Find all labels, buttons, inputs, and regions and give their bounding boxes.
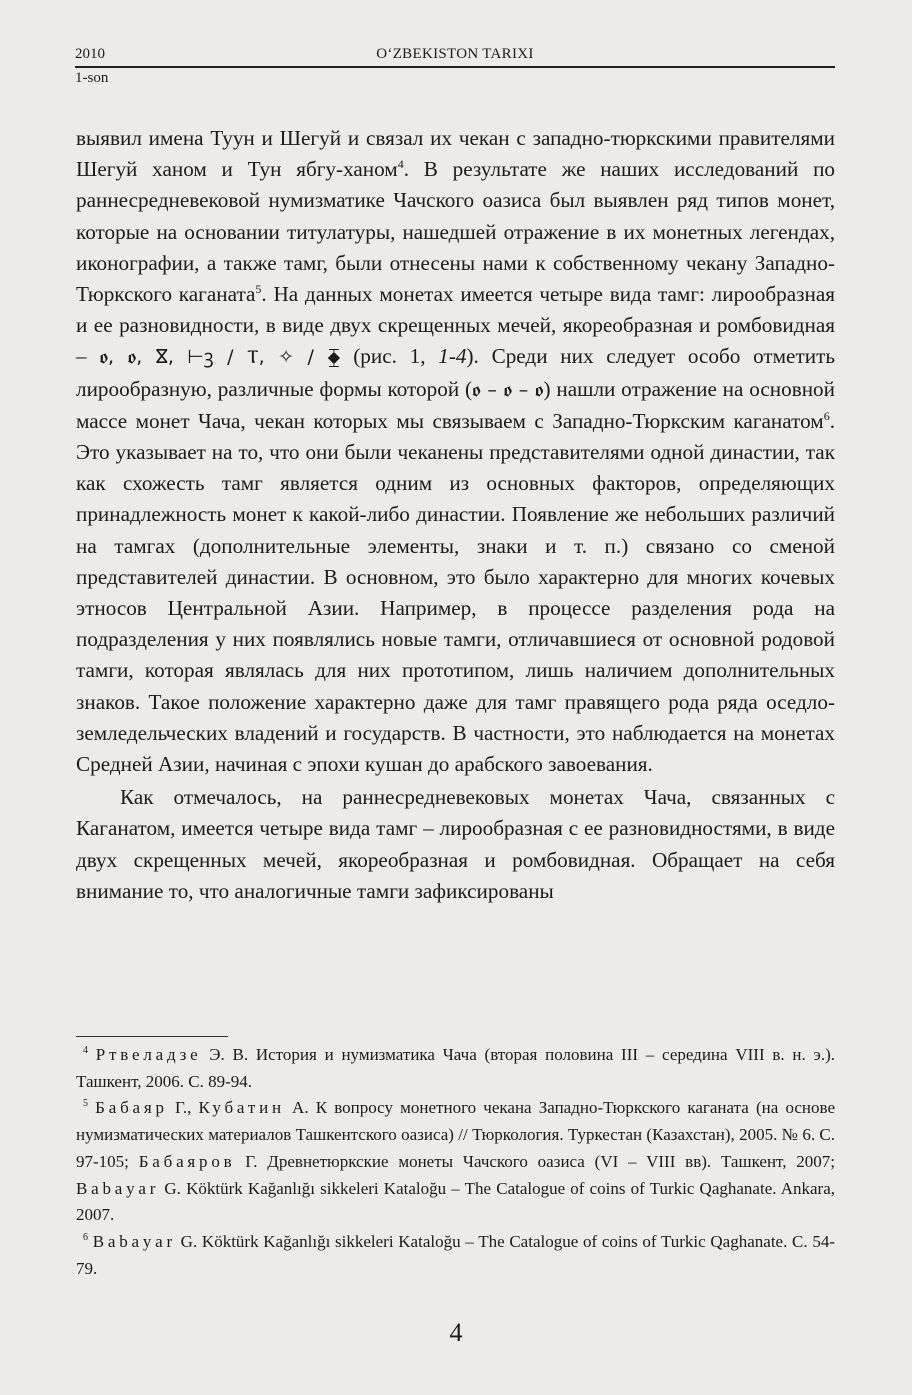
text-run: ) нашли отражение на основной массе монет Чача, чекан которых мы связываем с Западно-Тюркским каганатом bbox=[76, 376, 835, 433]
header-issue: 1-son bbox=[75, 70, 109, 86]
footnote-author: Babayar bbox=[92, 1231, 176, 1251]
footnote-5 bbox=[76, 1095, 835, 1229]
footnotes bbox=[76, 1042, 835, 1282]
paragraph-1 bbox=[76, 123, 835, 780]
footnote-text: А. К вопросу монетного чекана Западно-Тюркского каганата (на основе нумизматических материалов Ташкентского оазиса) // Тюркология. Туркестан (Казахстан), 2005. № 6. С. 97-105; bbox=[76, 1098, 835, 1171]
tamga-signs-icon: ꬽ, ꬽ, ⴵ, ⊢ꝫ / Ⲧ, ✧ / ⧱ bbox=[99, 346, 341, 369]
figure-reference: 1-4 bbox=[438, 344, 467, 369]
footnote-6 bbox=[76, 1229, 835, 1282]
main-text bbox=[76, 123, 835, 907]
header-journal-title: O‘ZBEKISTON TARIXI bbox=[376, 46, 534, 62]
paragraph-2: Как отмечалось, на раннесредневековых монетах Чача, связанных с Каганатом, имеется четыре вида тамг – лирообразная с ее разновидностями, в виде двух скрещенных мечей, якореобразная и ромбовидная. Обращает на себя внимание то, что аналогичные тамги зафиксированы bbox=[76, 785, 835, 903]
text-run: . В результате же наших исследований по раннесредневековой нумизматике Чачского оазиса был выявлен ряд типов монет, которые на основании титулатуры, нашедшей отражение в их монетных легендах, иконографии, а также тамг, были отнесены нами к собственному чекану Западно-Тюркского каганата bbox=[76, 157, 836, 307]
header-rule bbox=[75, 66, 835, 68]
footnote-number: 6 bbox=[83, 1231, 88, 1243]
footnote-author: Кубатин bbox=[198, 1098, 285, 1118]
footnote-separator bbox=[76, 1036, 228, 1037]
footnote-number: 4 bbox=[83, 1045, 88, 1056]
header-year: 2010 bbox=[75, 46, 105, 62]
text-run: ). Среди них следует особо отметить лирообразную, различные формы которой ( bbox=[76, 344, 835, 401]
page-number: 4 bbox=[449, 1318, 463, 1347]
footnote-author: Бабаяр bbox=[95, 1098, 168, 1118]
footnote-author: Babayar bbox=[76, 1178, 160, 1198]
footnote-text: Г. Древнетюркские монеты Чачского оазиса (VI – VIII вв). Ташкент, 2007; bbox=[235, 1151, 835, 1171]
footnote-text: G. Köktürk Kağanlığı sikkeleri Kataloğu – The Catalogue of coins of Turkic Qaghanate. Ankara, 2007. bbox=[76, 1178, 835, 1225]
footnote-text: Г., bbox=[167, 1098, 199, 1118]
footnote-4 bbox=[76, 1042, 835, 1095]
text-run: выявил имена Туун и Шегуй и связал их чекан с западно-тюркскими правителями Шегуй ханом и Тун ябгу-ханом bbox=[76, 126, 835, 182]
footnote-number: 5 bbox=[83, 1098, 88, 1110]
text-run: . На данных монетах имеется четыре вида тамг: лирообразная и ее разновидности, в виде двух скрещенных мечей, якореобразная и ромбовидная – bbox=[76, 282, 835, 369]
footnote-author: Ртвеладзе bbox=[95, 1045, 202, 1064]
footnote-ref-5[interactable]: 5 bbox=[255, 282, 262, 297]
footnote-author: Бабаяров bbox=[138, 1151, 236, 1171]
text-run: . Это указывает на то, что они были чеканены представителями одной династии, так как схожесть тамг является одним из основных факторов, определяющих принадлежность монет к какой-либо династии. Появление же небольших различий на тамгах (дополнительные элементы, знаки и т. п.) связано со сменой представителей династии. В основном, это было характерно для многих кочевых этносов Центральной Азии. Например, в процессе разделения рода на подразделения у них появлялись новые тамги, отличавшиеся от основной родовой тамги, которая являлась для них прототипом, лишь наличием дополнительных знаков. Такое положение характерно даже для тамг правящего рода ряда оседло-земледельческих владений и государств. В частности, это наблюдается на монетах Средней Азии, начиная с эпохи кушан до арабского завоевания. bbox=[76, 408, 835, 777]
footnote-text: G. Köktürk Kağanlığı sikkeleri Kataloğu – The Catalogue of coins of Turkic Qaghanate. С. 54-79. bbox=[76, 1231, 836, 1278]
lyre-tamga-variants-icon: ꬽ – ꬽ – ꬽ bbox=[472, 378, 544, 401]
footnote-ref-6[interactable]: 6 bbox=[823, 408, 830, 423]
text-run: (рис. 1, bbox=[340, 344, 439, 369]
footnote-ref-4[interactable]: 4 bbox=[397, 157, 404, 172]
footnote-text: Э. В. История и нумизматика Чача (вторая половина III – середина VIII в. н. э.). Ташкент, 2006. С. 89-94. bbox=[76, 1045, 836, 1091]
